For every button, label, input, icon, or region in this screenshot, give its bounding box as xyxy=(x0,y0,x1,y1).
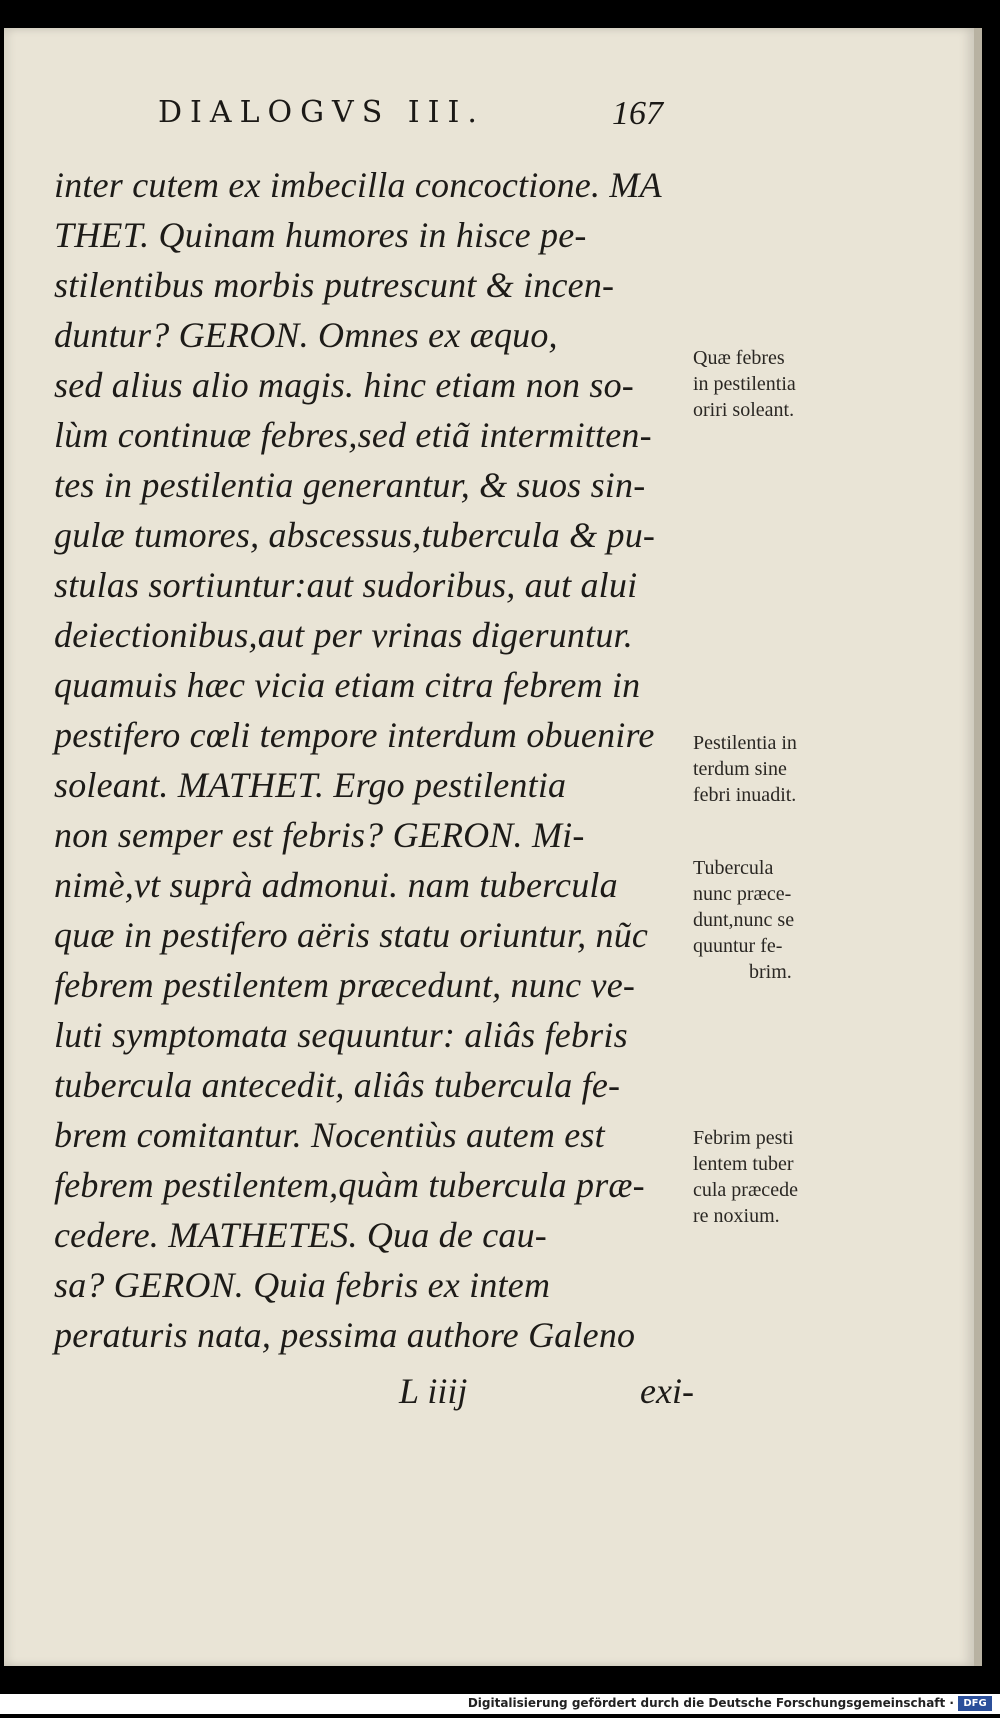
text-line: sed alius alio magis. hinc etiam non so- xyxy=(54,365,634,405)
margin-note-line: Pestilentia in xyxy=(693,732,797,754)
page-number: 167 xyxy=(612,95,663,132)
margin-note-line: brim. xyxy=(749,961,792,983)
margin-note-line: lentem tuber xyxy=(693,1153,794,1175)
margin-note xyxy=(693,1125,853,1229)
text-line: febrem pestilentem,quàm tubercula præ- xyxy=(54,1165,645,1205)
text-line: inter cutem ex imbecilla concoctione. MA xyxy=(54,165,662,205)
text-line: stilentibus morbis putrescunt & incen- xyxy=(54,265,615,305)
body-text xyxy=(54,160,694,1400)
catchword: exi- xyxy=(640,1371,694,1411)
text-line: quæ in pestifero aëris statu oriuntur, nũc xyxy=(54,915,649,955)
text-line: luti symptomata sequuntur: aliâs febris xyxy=(54,1015,628,1055)
text-line: lùm continuæ febres,sed etiã intermitten- xyxy=(54,415,652,455)
text-line: febrem pestilentem præcedunt, nunc ve- xyxy=(54,965,636,1005)
text-line: tubercula antecedit, aliâs tubercula fe- xyxy=(54,1065,621,1105)
margin-note-line: dunt,nunc se xyxy=(693,909,795,931)
running-header xyxy=(158,95,663,145)
text-line: deiectionibus,aut per vrinas digeruntur. xyxy=(54,615,633,655)
margin-note-line: oriri soleant. xyxy=(693,399,795,421)
margin-note-line: nunc præce- xyxy=(693,883,792,905)
margin-note-line: febri inuadit. xyxy=(693,784,797,806)
running-title: DIALOGVS III. xyxy=(158,95,485,130)
text-line: sa? GERON. Quia febris ex intem xyxy=(54,1265,551,1305)
margin-note-line: in pestilentia xyxy=(693,373,796,395)
text-line: duntur? GERON. Omnes ex æquo, xyxy=(54,315,558,355)
margin-note-line: quuntur fe- xyxy=(693,935,783,957)
text-line: pestifero cœli tempore interdum obuenire xyxy=(54,715,655,755)
text-line: stulas sortiuntur:aut sudoribus, aut alui xyxy=(54,565,638,605)
text-line: cedere. MATHETES. Qua de cau- xyxy=(54,1215,547,1255)
margin-note xyxy=(693,855,853,985)
text-line: soleant. MATHET. Ergo pestilentia xyxy=(54,765,567,805)
page-edge xyxy=(974,28,982,1666)
footer-credit: Digitalisierung gefördert durch die Deutsche Forschungsgemeinschaft · xyxy=(467,1696,954,1710)
text-line: THET. Quinam humores in hisce pe- xyxy=(54,215,587,255)
catchline xyxy=(54,1370,694,1420)
margin-note xyxy=(693,730,853,808)
text-line: quamuis hæc vicia etiam citra febrem in xyxy=(54,665,641,705)
signature-mark: L iiij xyxy=(399,1371,468,1411)
text-line: non semper est febris? GERON. Mi- xyxy=(54,815,585,855)
text-line: nimè,vt suprà admonui. nam tubercula xyxy=(54,865,618,905)
text-line: brem comitantur. Nocentiùs autem est xyxy=(54,1115,605,1155)
margin-note-line: re noxium. xyxy=(693,1205,780,1227)
footer-bar xyxy=(0,1694,1000,1714)
margin-note-line: Quæ febres xyxy=(693,347,785,369)
margin-note xyxy=(693,345,853,423)
text-line: peraturis nata, pessima authore Galeno xyxy=(54,1315,636,1355)
dfg-logo: DFG xyxy=(958,1696,992,1711)
text-line: tes in pestilentia generantur, & suos sin- xyxy=(54,465,646,505)
margin-note-line: terdum sine xyxy=(693,758,787,780)
margin-note-line: Febrim pesti xyxy=(693,1127,794,1149)
margin-note-line: cula præcede xyxy=(693,1179,798,1201)
text-line: gulæ tumores, abscessus,tubercula & pu- xyxy=(54,515,656,555)
margin-note-line: Tubercula xyxy=(693,857,774,879)
